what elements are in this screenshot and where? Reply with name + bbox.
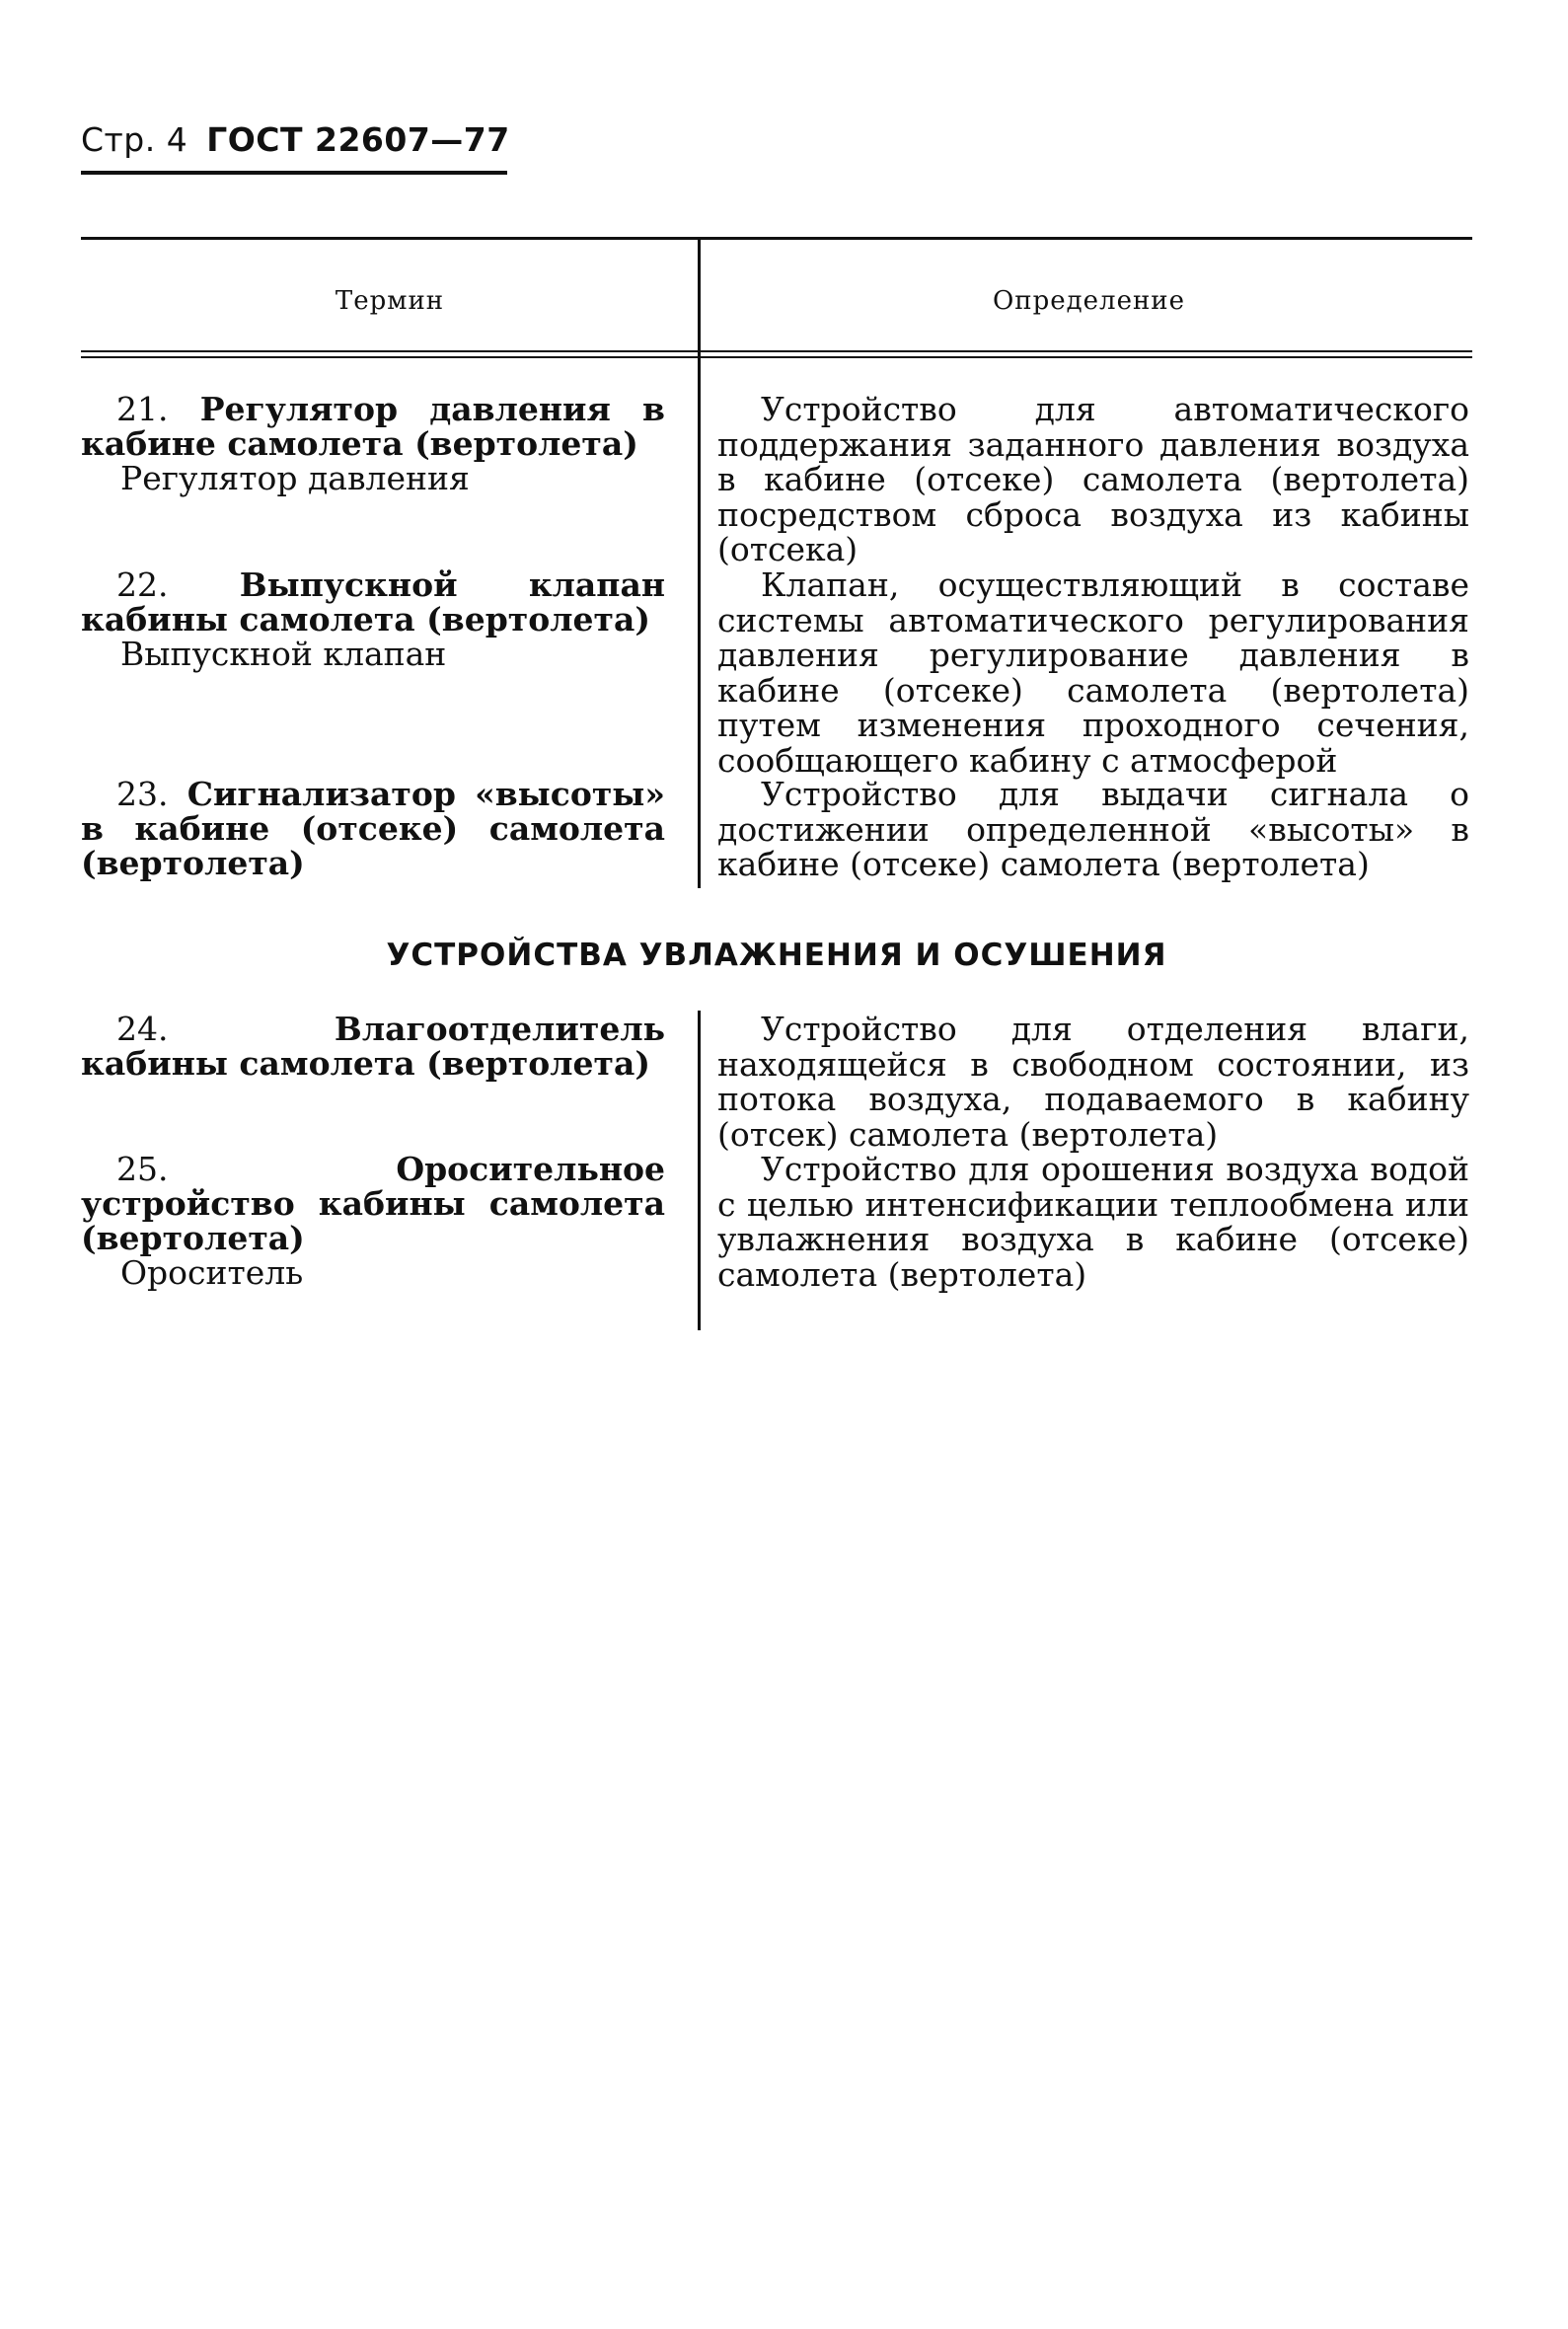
term-number: 21.	[116, 390, 169, 428]
term-entry	[81, 567, 665, 671]
column-header-term: Термин	[335, 286, 445, 316]
term-definition: Устройство для автоматического поддержания заданного давления воздуха в кабине (отсеке) самолета (вертолета) посредством сброса воздуха из кабины (отсека)	[717, 390, 1469, 568]
term-name: Сигнализатор «высоты» в кабине (отсеке) самолета (вертолета)	[81, 775, 665, 882]
term-number: 22.	[116, 565, 169, 604]
header-divider-rule	[81, 350, 1472, 352]
standard-number: ГОСТ 22607—77	[206, 120, 510, 159]
term-short-name: Выпускной клапан	[120, 635, 447, 673]
section-title: УСТРОЙСТВА УВЛАЖНЕНИЯ И ОСУШЕНИЯ	[386, 938, 1167, 973]
term-name: Выпускной клапан кабины самолета (вертолета)	[81, 565, 665, 639]
term-entry	[81, 392, 665, 495]
term-entry	[81, 1152, 665, 1290]
term-number: 23.	[116, 775, 169, 813]
term-definition: Устройство для орошения воздуха водой с целью интенсификации теплообмена или увлажнения воздуха в кабине (отсеке) самолета (вертолета)	[717, 1150, 1469, 1294]
term-short-name: Ороситель	[120, 1253, 304, 1292]
term-definition: Клапан, осуществляющий в составе системы автоматического регулирования давления регулирование давления в кабине (отсеке) самолета (вертолета) путем изменения проходного сечения, сообщающего кабину с атмосферой	[717, 565, 1469, 780]
term-name: Оросительное устройство кабины самолета (вертолета)	[81, 1150, 665, 1257]
term-name: Регулятор давления в кабине самолета (вертолета)	[81, 390, 665, 463]
term-number: 24.	[116, 1010, 169, 1048]
term-entry	[81, 1012, 665, 1081]
term-number: 25.	[116, 1150, 169, 1188]
header-rule	[81, 171, 507, 175]
term-definition: Устройство для выдачи сигнала о достижении определенной «высоты» в кабине (отсеке) самолета (вертолета)	[717, 775, 1469, 883]
header-divider-rule	[81, 356, 1472, 358]
column-divider	[698, 240, 701, 888]
page-header	[81, 120, 510, 159]
column-header-definition: Определение	[992, 286, 1186, 316]
term-entry	[81, 777, 665, 880]
term-name: Влагоотделитель кабины самолета (вертолета)	[81, 1010, 665, 1083]
page-label: Стр. 4	[81, 120, 188, 159]
table-top-rule	[81, 237, 1472, 240]
column-divider	[698, 1011, 701, 1330]
term-short-name: Регулятор давления	[120, 459, 470, 497]
term-definition: Устройство для отделения влаги, находящейся в свободном состоянии, из потока воздуха, подаваемого в кабину (отсек) самолета (вертолета)	[717, 1010, 1469, 1154]
